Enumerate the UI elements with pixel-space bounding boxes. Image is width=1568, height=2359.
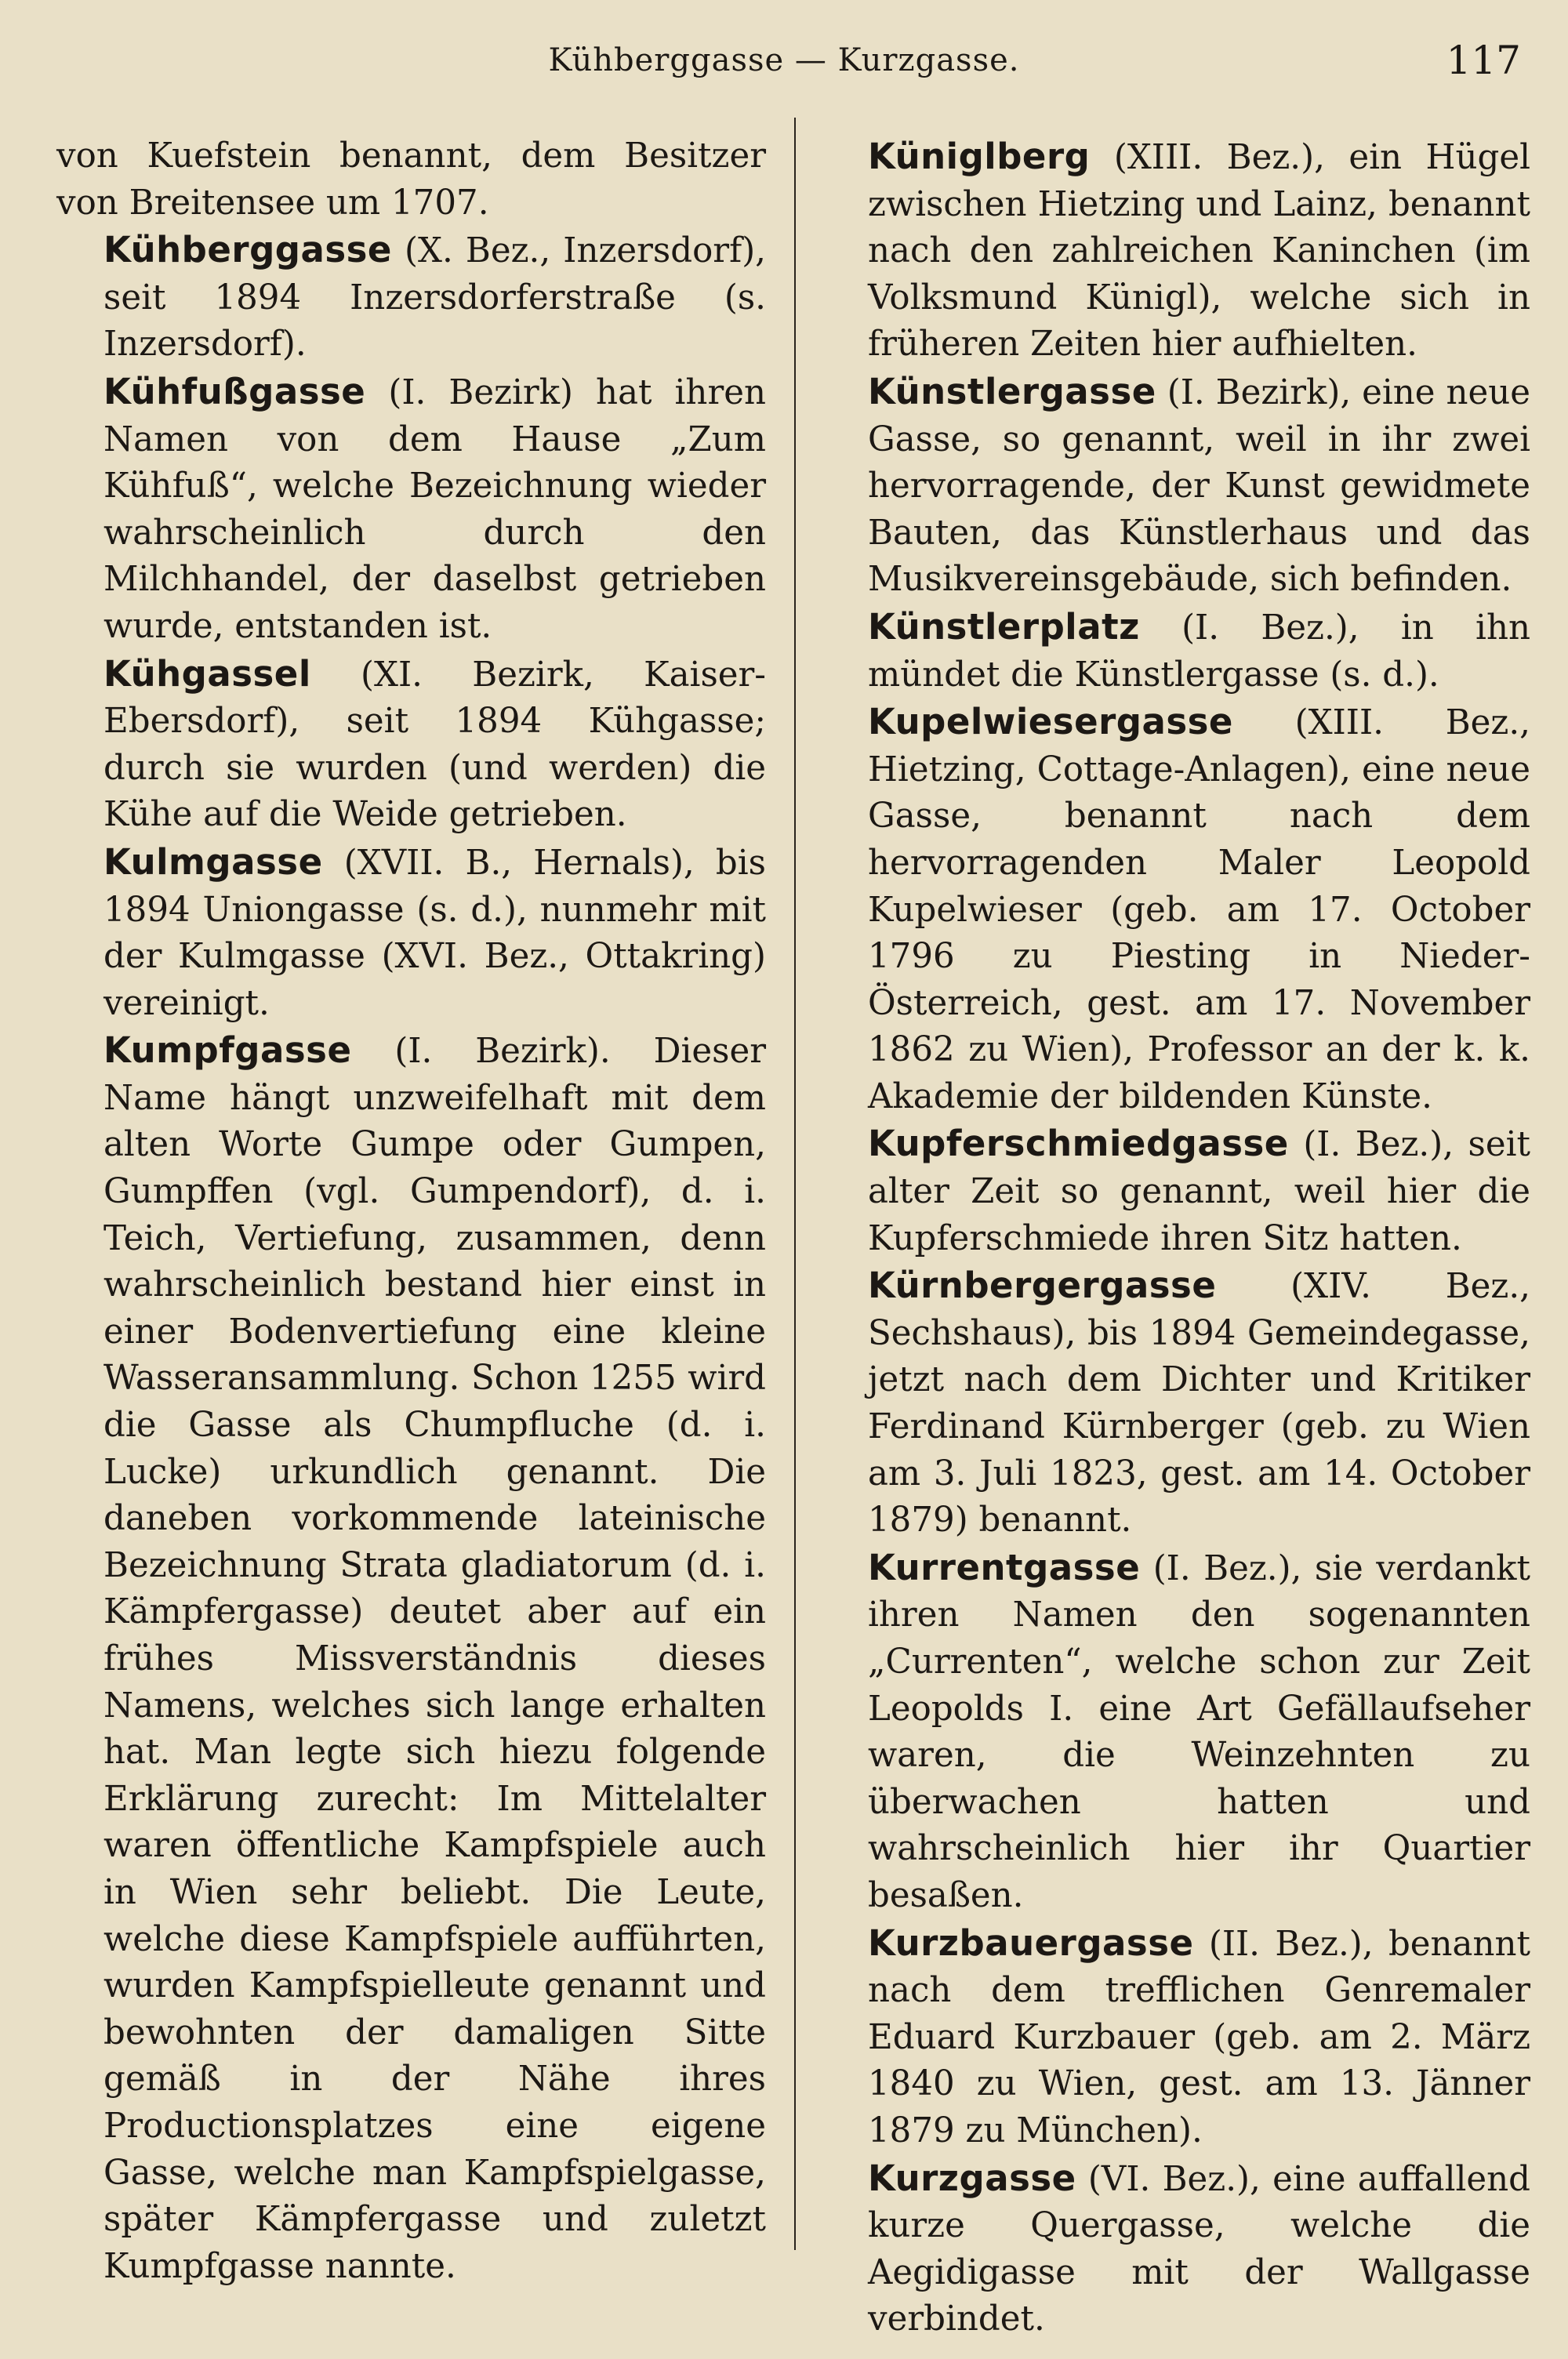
entry-text: (XIV. Bez., Sechshaus), bis 1894 Gemeindegasse, jetzt nach dem Dichter und Kritiker Ferdinand Kürnberger (geb. zu Wien am 3. Juli 1823, gest. am 14. October 1879) benannt.: [868, 1267, 1530, 1541]
entry-text: (X. Bez., Inzersdorf), seit 1894 Inzersdorferstraße (s. Inzersdorf).: [103, 231, 766, 365]
entry-kupferschmiedgasse: [821, 1120, 1530, 1262]
entry-heading: Kurzbauergasse: [868, 1922, 1194, 1964]
entry-heading: Kühfußgasse: [103, 370, 366, 412]
entry-heading: Kupelwiesergasse: [868, 701, 1233, 743]
entry-text: (XVII. B., Hernals), bis 1894 Uniongasse (s. d.), nunmehr mit der Kulmgasse (XVI. Bez., Ottakring) vereinigt.: [103, 843, 766, 1023]
entry-heading: Kulmgasse: [103, 840, 323, 883]
running-head: [0, 38, 1568, 93]
entry-text: von Kuefstein benannt, dem Besitzer von Breitensee um 1707.: [56, 136, 766, 223]
entry-heading: Kühgassel: [103, 652, 311, 695]
left-column: [56, 133, 766, 2290]
entry-kuehfussgasse: [56, 368, 766, 651]
entry-text: (I. Bezirk) hat ihren Namen von dem Hause „Zum Kühfuß“, welche Bezeichnung wieder wahrscheinlich durch den Milchhandel, der daselbst getrieben wurde, entstanden ist.: [103, 372, 766, 646]
entry-text: (I. Bezirk). Dieser Name hängt unzweifelhaft mit dem alten Worte Gumpe oder Gumpen, Gumpffen (vgl. Gumpendorf), d. i. Teich, Vertiefung, zusammen, denn wahrscheinlich bestand hier einst in einer Bodenvertiefung eine kleine Wasseransammlung. Schon 1255 wird die Gasse als Chumpfluche (d. i. Lucke) urkundlich genannt. Die daneben vorkommende lateinische Bezeichnung Strata gladiatorum (d. i. Kämpfergasse) deutet aber auf ein frühes Missverständnis dieses Namens, welches sich lange erhalten hat. Man legte sich hiezu folgende Erklärung zurecht: Im Mittelalter waren öffentliche Kampfspiele auch in Wien sehr beliebt. Die Leute, welche diese Kampfspiele aufführten, wurden Kampfspielleute genannt und bewohnten der damaligen Sitte gemäß in der Nähe ihres Productionsplatzes eine eigene Gasse, welche man Kampfspielgasse, später Kämpfergasse und zuletzt Kumpfgasse nannte.: [103, 1032, 766, 2286]
entry-heading: Kupferschmiedgasse: [868, 1123, 1289, 1165]
entry-kuernbergergasse: [821, 1262, 1530, 1544]
entry-heading: Kühberggasse: [103, 229, 392, 271]
entry-kumpfgasse: [56, 1027, 766, 2290]
entry-text: (I. Bez.), sie verdankt ihren Namen den sogenannten „Currenten“, welche schon zur Zeit Leopolds I. eine Art Gefällaufseher waren, die Weinzehnten zu überwachen hatten und wahrscheinlich hier ihr Quartier besaßen.: [868, 1548, 1530, 1915]
entry-heading: Künstlerplatz: [868, 605, 1140, 648]
page-number: 117: [1446, 38, 1521, 83]
entry-kurrentgasse: [821, 1544, 1530, 1920]
entry-heading: Küniglberg: [868, 136, 1091, 177]
entry-text: (I. Bez.), in ihn mündet die Künstlergasse (s. d.).: [868, 608, 1530, 695]
entry-kuenstlergasse: [821, 368, 1530, 604]
entry-kuehberggasse: [56, 227, 766, 368]
entry-text: (XIII. Bez., Hietzing, Cottage-Anlagen), eine neue Gasse, benannt nach dem hervorragenden Maler Leopold Kupelwieser (geb. am 17. October 1796 zu Piesting in Nieder-Österreich, gest. am 17. November 1862 zu Wien), Professor an der k. k. Akademie der bildenden Künste.: [868, 703, 1530, 1116]
entry-text: (I. Bezirk), eine neue Gasse, so genannt, weil in ihr zwei hervorragende, der Kunst gewidmete Bauten, das Künstlerhaus und das Musikvereinsgebäude, sich befinden.: [868, 372, 1530, 600]
entry-text: (XIII. Bez.), ein Hügel zwischen Hietzing und Lainz, benannt nach den zahlreichen Kaninchen (im Volksmund Künigl), welche sich in früheren Zeiten hier aufhielten.: [868, 138, 1530, 365]
entry-kueniglberg: [821, 133, 1530, 368]
entry-kupelwiesergasse: [821, 699, 1530, 1120]
entry-kurzbauergasse: [821, 1920, 1530, 2155]
entry-kurzgasse: [821, 2155, 1530, 2343]
entry-heading: Kürnbergergasse: [868, 1265, 1217, 1307]
entry-text: (XI. Bezirk, Kaiser-Ebersdorf), seit 1894 Kühgasse; durch sie wurden (und werden) die Kühe auf die Weide getrieben.: [103, 655, 766, 835]
column-divider: [794, 118, 796, 2250]
right-column: [821, 133, 1530, 2343]
entry-heading: Kurrentgasse: [868, 1546, 1141, 1588]
entry-kuehgassel: [56, 651, 766, 839]
entry-heading: Kumpfgasse: [103, 1029, 352, 1072]
entry-text: (VI. Bez.), eine auffallend kurze Quergasse, welche die Aegidigasse mit der Wallgasse verbindet.: [868, 2159, 1530, 2339]
entry-text: (II. Bez.), benannt nach dem trefflichen Genremaler Eduard Kurzbauer (geb. am 2. März 1840 zu Wien, gest. am 13. Jänner 1879 zu München).: [868, 1924, 1530, 2150]
entry-heading: Kurzgasse: [868, 2157, 1076, 2199]
entry-continuation: [56, 133, 766, 227]
entry-kulmgasse: [56, 839, 766, 1027]
entry-text: (I. Bez.), seit alter Zeit so genannt, weil hier die Kupferschmiede ihren Sitz hatten.: [868, 1125, 1530, 1258]
entry-kuenstlerplatz: [821, 604, 1530, 699]
entry-heading: Künstlergasse: [868, 370, 1156, 412]
running-title: Kühberggasse — Kurzgasse.: [548, 42, 1020, 78]
